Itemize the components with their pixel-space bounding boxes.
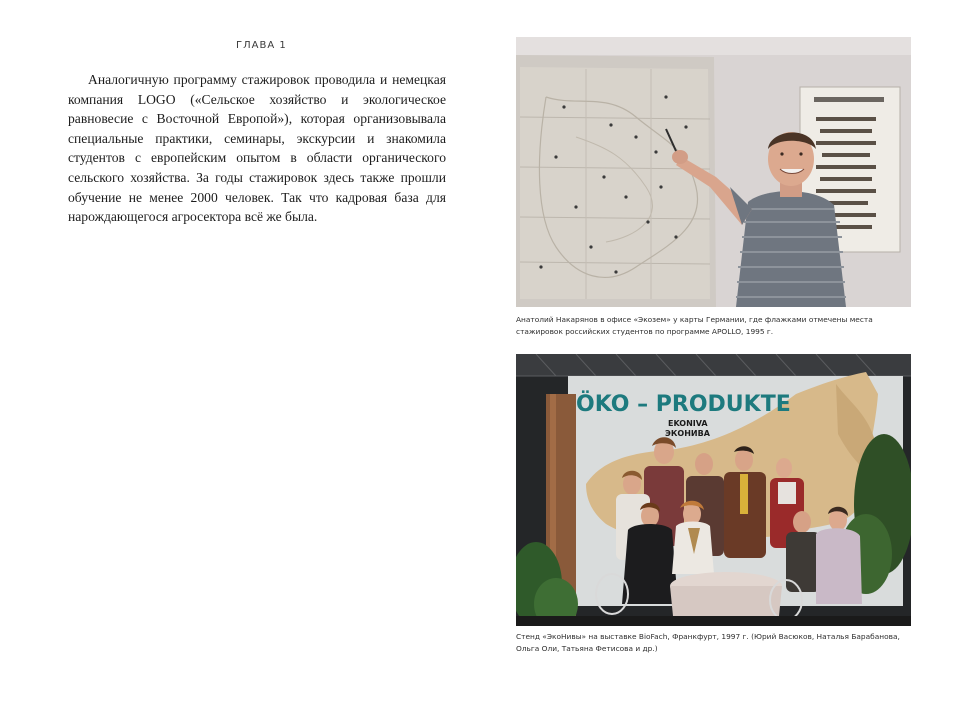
stand-banner-text: ÖKO – PRODUKTE bbox=[576, 392, 791, 417]
photo-caption-map-office: Анатолий Накарянов в офисе «Экозем» у карты Германии, где флажками отмечены места стажировок российских студентов по программе APOLLO, 1995 г. bbox=[516, 315, 873, 336]
stand-sign-latin: EKONIVA bbox=[668, 419, 708, 428]
stand-sign-cyrillic: ЭКОНИВА bbox=[665, 429, 710, 438]
photo-exhibition-stand bbox=[516, 354, 911, 626]
exhibition-stand-illustration bbox=[516, 354, 911, 626]
photo-caption-exhibition-stand: Стенд «ЭкоНивы» на выставке BioFach, Франкфурт, 1997 г. (Юрий Васюков, Наталья Барабанова, Ольга Оли, Татьяна Фетисова и др.) bbox=[516, 632, 900, 653]
body-paragraph: Аналогичную программу стажировок проводила и немецкая компания LOGO («Сельское хозяйство и экологическое равновесие с Восточной Европой»), которая организовывала специальные практики, семинары, экскурсии и знакомила студентов с европейским опытом в области органического сельского хозяйства. За годы стажировок здесь также прошли обучение не менее 2000 человек. Так что кадровая база для нарождающегося агросектора всё же была. bbox=[68, 72, 446, 225]
running-head: ГЛАВА 1 bbox=[236, 40, 287, 51]
map-office-illustration bbox=[516, 37, 911, 307]
photo-map-office bbox=[516, 37, 911, 307]
